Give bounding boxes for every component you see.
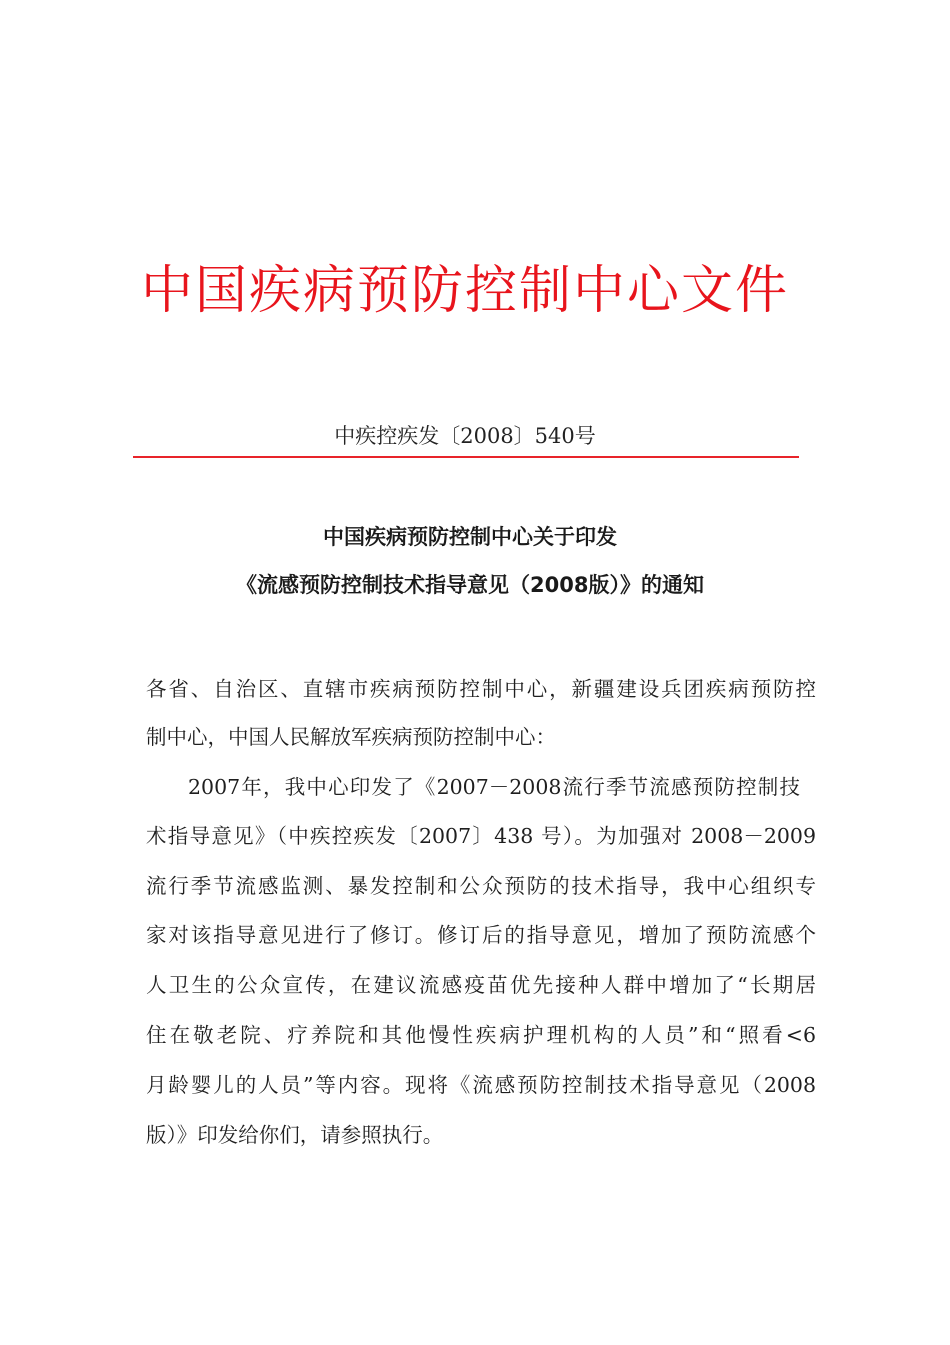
paragraph-line-5: 人卫生的公众宣传，在建议流感疫苗优先接种人群中增加了“长期居 <box>146 973 816 997</box>
paragraph-line-1: 2007年，我中心印发了《2007－2008流行季节流感预防控制技 <box>188 775 800 799</box>
paragraph-line-3: 流行季节流感监测、暴发控制和公众预防的技术指导，我中心组织专 <box>146 874 816 898</box>
paragraph-line-2: 术指导意见》（中疾控疾发〔2007〕438 号）。为加强对 2008－2009 <box>146 824 816 848</box>
subject-line-1: 中国疾病预防控制中心关于印发 <box>323 525 617 549</box>
addressee-line-2: 制中心，中国人民解放军疾病预防控制中心： <box>146 725 556 749</box>
red-divider-line <box>133 456 799 458</box>
document-number: 中疾控疾发〔2008〕540号 <box>334 424 596 448</box>
paragraph-line-7: 月龄婴儿的人员”等内容。现将《流感预防控制技术指导意见（2008 <box>146 1073 816 1097</box>
issuing-authority-title: 中国疾病预防控制中心文件 <box>140 261 789 321</box>
addressee-line-1: 各省、自治区、直辖市疾病预防控制中心，新疆建设兵团疾病预防控 <box>146 677 816 701</box>
paragraph-line-4: 家对该指导意见进行了修订。修订后的指导意见，增加了预防流感个 <box>146 923 816 947</box>
paragraph-line-8: 版）》印发给你们，请参照执行。 <box>146 1123 444 1147</box>
subject-line-2: 《流感预防控制技术指导意见（2008版）》的通知 <box>236 573 704 597</box>
paragraph-line-6: 住在敬老院、疗养院和其他慢性疾病护理机构的人员”和“照看<6 <box>146 1023 816 1047</box>
